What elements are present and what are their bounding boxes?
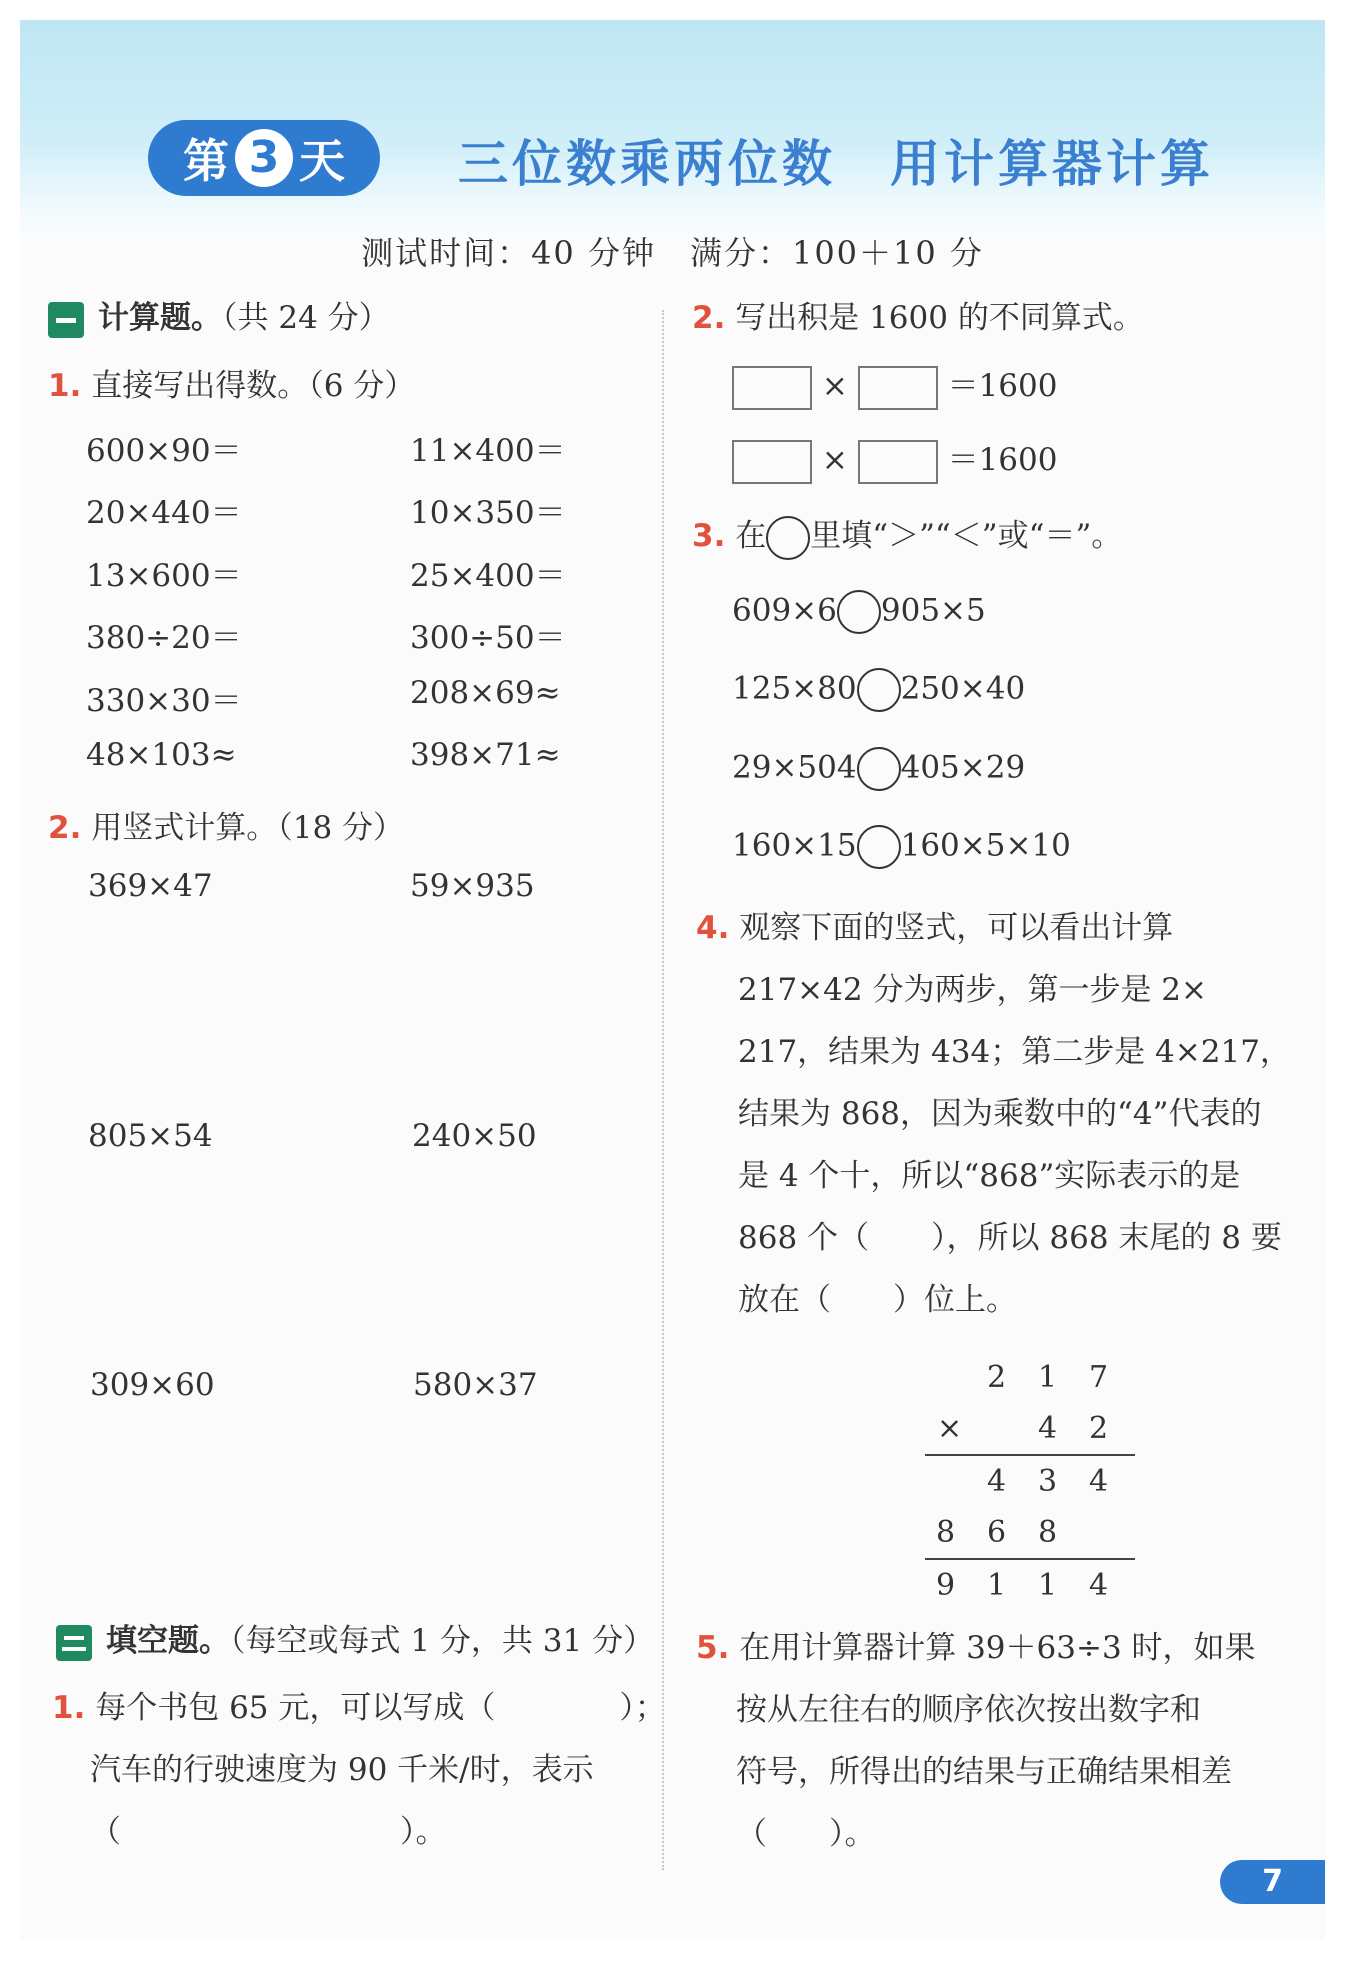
section1-heading bbox=[48, 292, 390, 338]
vertical-calc-item: 805×54 bbox=[88, 1118, 213, 1154]
compare-left: 29×504 bbox=[732, 749, 857, 786]
digit: 8 bbox=[936, 1515, 956, 1550]
answer-box[interactable] bbox=[732, 440, 812, 484]
answer-box[interactable] bbox=[732, 366, 812, 410]
section2-title: 填空题。 bbox=[106, 1623, 230, 1659]
compare-circle[interactable] bbox=[837, 590, 881, 634]
r-q2-text: 写出积是 1600 的不同算式。 bbox=[735, 300, 1144, 336]
answer-box[interactable] bbox=[858, 366, 938, 410]
r-q4-number: 4. bbox=[696, 910, 730, 946]
equals-1600: ＝1600 bbox=[947, 442, 1058, 478]
compare-left: 160×15 bbox=[732, 827, 857, 864]
compare-right: 160×5×10 bbox=[900, 827, 1071, 864]
circle-icon bbox=[766, 516, 810, 560]
r-q2-number: 2. bbox=[692, 300, 726, 336]
calc-item: 13×600＝ bbox=[86, 558, 242, 594]
digit: 2 bbox=[1089, 1411, 1109, 1446]
compare-row bbox=[732, 825, 1071, 869]
r-q5-text: 在用计算器计算 39＋63÷3 时，如果 bbox=[739, 1630, 1256, 1666]
r-q5-line: 符号，所得出的结果与正确结果相差 bbox=[736, 1754, 1232, 1790]
s2-q1-line1 bbox=[52, 1682, 666, 1727]
digit: 4 bbox=[1038, 1411, 1058, 1446]
section1-score: （共 24 分） bbox=[222, 300, 390, 336]
calc-item: 11×400＝ bbox=[410, 433, 566, 469]
digit: 7 bbox=[1089, 1360, 1109, 1395]
r-q2-prompt bbox=[692, 292, 1144, 337]
calc-item: 300÷50＝ bbox=[410, 620, 566, 656]
compare-row bbox=[732, 747, 1025, 791]
vertical-calc-item: 309×60 bbox=[90, 1367, 215, 1403]
compare-left: 125×80 bbox=[732, 670, 857, 707]
compare-row bbox=[732, 590, 986, 634]
section2-score: （每空或每式 1 分，共 31 分） bbox=[230, 1623, 655, 1659]
test-info: 测试时间：40 分钟 满分：100＋10 分 bbox=[361, 234, 984, 272]
s2-q1-number: 1. bbox=[52, 1690, 86, 1726]
column-divider bbox=[662, 310, 664, 1870]
r-q3-prompt bbox=[692, 510, 1122, 560]
s1-q2-prompt bbox=[48, 802, 404, 847]
s2-q1-line2: 汽车的行驶速度为 90 千米/时，表示 bbox=[90, 1752, 594, 1788]
calc-item: 330×30＝ bbox=[86, 683, 242, 719]
s1-q1-number: 1. bbox=[48, 368, 82, 404]
calc-item: 10×350＝ bbox=[410, 495, 566, 531]
equals-1600: ＝1600 bbox=[947, 368, 1058, 404]
r-q5-line: 按从左往右的顺序依次按出数字和 bbox=[736, 1692, 1201, 1728]
r-q4-line: 结果为 868，因为乘数中的“4”代表的 bbox=[738, 1096, 1262, 1132]
r-q4-line bbox=[696, 902, 1173, 947]
r-q4-line: 是 4 个十，所以“868”实际表示的是 bbox=[738, 1158, 1241, 1194]
page-number: 7 bbox=[1220, 1860, 1325, 1904]
section1-title: 计算题。 bbox=[98, 300, 222, 336]
compare-left: 609×6 bbox=[732, 592, 837, 629]
digit: 1 bbox=[1038, 1568, 1058, 1603]
title-topic-a: 三位数乘两位数 bbox=[458, 135, 836, 193]
times-sign: × bbox=[821, 368, 848, 404]
section-one-icon bbox=[48, 302, 84, 338]
times-sign: × bbox=[821, 442, 848, 478]
vrow-product bbox=[925, 1560, 1135, 1611]
product-equation-row bbox=[732, 360, 1057, 410]
calc-item: 25×400＝ bbox=[410, 558, 566, 594]
day-suffix: 天 bbox=[299, 134, 345, 188]
compare-right: 250×40 bbox=[900, 670, 1026, 707]
calc-item: 48×103≈ bbox=[86, 737, 237, 773]
answer-box[interactable] bbox=[858, 440, 938, 484]
r-q5-number: 5. bbox=[696, 1630, 730, 1666]
r-q4-line: 放在（ ）位上。 bbox=[738, 1282, 1017, 1318]
day-number: 3 bbox=[235, 129, 293, 187]
vertical-calc-item: 240×50 bbox=[412, 1118, 537, 1154]
r-q4-text: 观察下面的竖式，可以看出计算 bbox=[739, 910, 1174, 946]
vertical-calc-item: 59×935 bbox=[410, 868, 535, 904]
digit: 4 bbox=[1089, 1568, 1109, 1603]
vrow-multiplier bbox=[925, 1403, 1135, 1456]
compare-circle[interactable] bbox=[857, 668, 901, 712]
r-q4-line: 217，结果为 434；第二步是 4×217， bbox=[738, 1034, 1291, 1070]
vrow-partial-2 bbox=[925, 1507, 1135, 1560]
vertical-multiplication bbox=[925, 1352, 1135, 1611]
digit: 8 bbox=[1038, 1515, 1058, 1550]
vrow-partial-1 bbox=[925, 1456, 1135, 1507]
digit: 6 bbox=[987, 1515, 1007, 1550]
digit: 3 bbox=[1038, 1464, 1058, 1499]
digit: 2 bbox=[987, 1360, 1007, 1395]
day-prefix: 第 bbox=[183, 134, 229, 188]
calc-item: 380÷20＝ bbox=[86, 620, 242, 656]
calc-item: 20×440＝ bbox=[86, 495, 242, 531]
compare-circle[interactable] bbox=[857, 747, 901, 791]
r-q5-line: （ ）。 bbox=[736, 1816, 876, 1852]
section2-heading bbox=[56, 1615, 654, 1661]
r-q3-text-pre: 在 bbox=[735, 518, 767, 554]
s2-q1-text1: 每个书包 65 元，可以写成（ ）； bbox=[95, 1690, 666, 1726]
r-q3-text-post: 里填“＞”“＜”或“＝”。 bbox=[810, 518, 1123, 554]
calc-item: 600×90＝ bbox=[86, 433, 242, 469]
compare-right: 905×5 bbox=[880, 592, 986, 629]
day-badge bbox=[148, 120, 380, 196]
s2-q1-line3: （ ）。 bbox=[90, 1814, 447, 1850]
vertical-calc-item: 369×47 bbox=[88, 868, 213, 904]
s1-q1-prompt bbox=[48, 360, 415, 405]
title-topic-b: 用计算器计算 bbox=[890, 135, 1214, 193]
r-q4-line: 217×42 分为两步，第一步是 2× bbox=[738, 972, 1207, 1008]
calc-item: 208×69≈ bbox=[410, 675, 561, 711]
header-banner bbox=[20, 20, 1325, 240]
calc-item: 398×71≈ bbox=[410, 737, 561, 773]
digit: 4 bbox=[987, 1464, 1007, 1499]
compare-right: 405×29 bbox=[900, 749, 1026, 786]
vertical-calc-item: 580×37 bbox=[413, 1367, 538, 1403]
worksheet-page bbox=[20, 20, 1325, 1940]
section-two-icon bbox=[56, 1625, 92, 1661]
digit: 1 bbox=[1038, 1360, 1058, 1395]
r-q5-line bbox=[696, 1622, 1256, 1667]
digit: 9 bbox=[936, 1568, 956, 1603]
r-q3-number: 3. bbox=[692, 518, 726, 554]
digit: 4 bbox=[1089, 1464, 1109, 1499]
s1-q2-number: 2. bbox=[48, 810, 82, 846]
s1-q1-text: 直接写出得数。（6 分） bbox=[91, 368, 416, 404]
r-q4-line: 868 个（ ），所以 868 末尾的 8 要 bbox=[738, 1220, 1282, 1256]
compare-row bbox=[732, 668, 1025, 712]
s1-q2-text: 用竖式计算。（18 分） bbox=[91, 810, 405, 846]
times-sign: × bbox=[937, 1411, 963, 1446]
compare-circle[interactable] bbox=[857, 825, 901, 869]
product-equation-row bbox=[732, 434, 1057, 484]
digit: 1 bbox=[987, 1568, 1007, 1603]
vrow-multiplicand bbox=[925, 1352, 1135, 1403]
